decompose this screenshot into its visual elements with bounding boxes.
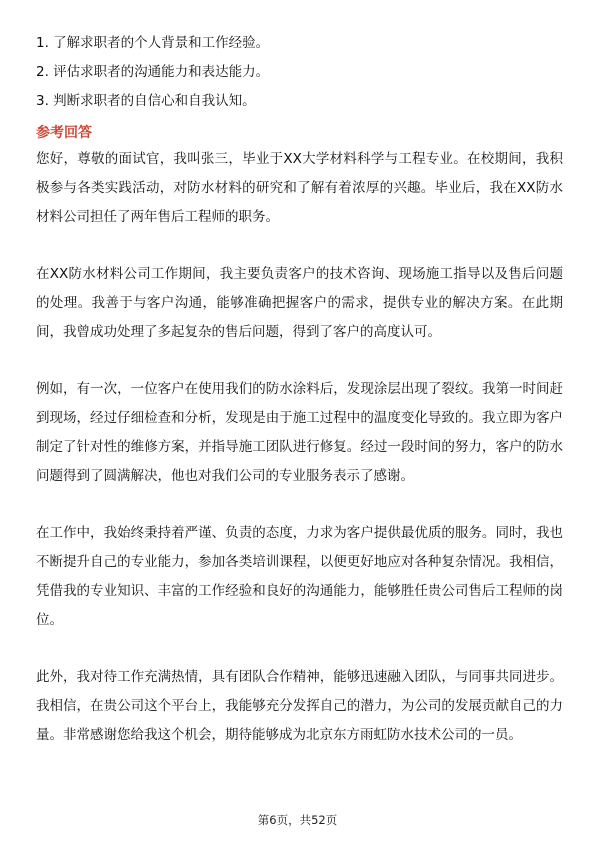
answer-paragraph: 您好，尊敬的面试官，我叫张三，毕业于XX大学材料科学与工程专业。在校期间，我积极参与各类实践活动，对防水材料的研究和了解有着浓厚的兴趣。毕业后，我在XX防水材料公司担任了两年售后工程师的职务。 — [36, 151, 563, 225]
list-item: 3. 判断求职者的自信心和自我认知。 — [36, 93, 256, 109]
page-content — [36, 30, 563, 778]
question-purpose-list — [36, 30, 563, 117]
list-item: 2. 评估求职者的沟通能力和表达能力。 — [36, 64, 270, 80]
answer-paragraph: 此外，我对待工作充满热情，具有团队合作精神，能够迅速融入团队，与同事共同进步。我相信，在贵公司这个平台上，我能够充分发挥自己的潜力，为公司的发展贡献自己的力量。非常感谢您给我这个机会，期待能够成为北京东方雨虹防水技术公司的一员。 — [36, 669, 563, 743]
answer-paragraph: 例如，有一次，一位客户在使用我们的防水涂料后，发现涂层出现了裂纹。我第一时间赶到现场，经过仔细检查和分析，发现是由于施工过程中的温度变化导致的。我立即为客户制定了针对性的维修方案，并指导施工团队进行修复。经过一段时间的努力，客户的防水问题得到了圆满解决，他也对我们公司的专业服务表示了感谢。 — [36, 381, 563, 484]
answer-heading: 参考回答 — [36, 125, 92, 141]
answer-paragraph: 在XX防水材料公司工作期间，我主要负责客户的技术咨询、现场施工指导以及售后问题的处理。我善于与客户沟通，能够准确把握客户的需求，提供专业的解决方案。在此期间，我曾成功处理了多起复杂的售后问题，得到了客户的高度认可。 — [36, 266, 563, 340]
page-footer: 第6页，共52页 — [257, 813, 338, 827]
list-item: 1. 了解求职者的个人背景和工作经验。 — [36, 35, 270, 51]
answer-paragraph: 在工作中，我始终秉持着严谨、负责的态度，力求为客户提供最优质的服务。同时，我也不断提升自己的专业能力，参加各类培训课程，以便更好地应对各种复杂情况。我相信，凭借我的专业知识、丰富的工作经验和良好的沟通能力，能够胜任贵公司售后工程师的岗位。 — [36, 525, 563, 628]
